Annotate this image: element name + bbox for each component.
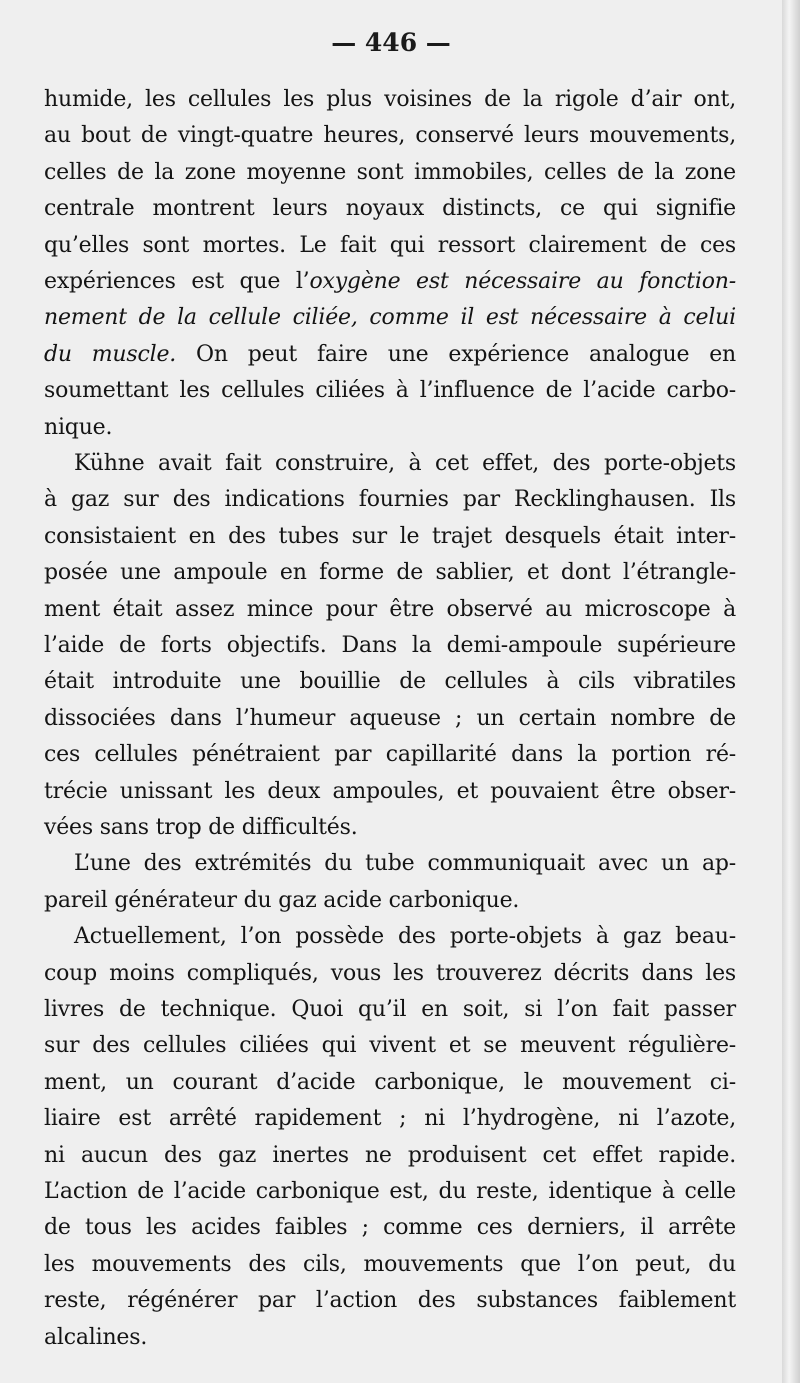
- text-line: [44, 555, 736, 591]
- text-line: [44, 1247, 736, 1283]
- italic-text: du muscle.: [44, 341, 177, 367]
- text-line: [44, 82, 736, 118]
- text-line: [44, 373, 736, 409]
- text-line: [44, 1138, 736, 1174]
- text-run: de tous les acides faibles ; comme ces derniers, il arrête: [44, 1215, 736, 1241]
- text-line: [44, 337, 736, 373]
- text-line: [44, 155, 736, 191]
- text-run: consistaient en des tubes sur le trajet desquels était inter-: [44, 523, 736, 549]
- text-line: [44, 519, 736, 555]
- text-run: expériences est que l’: [44, 269, 310, 294]
- text-run: humide, les cellules les plus voisines de la rigole d’air ont,: [44, 87, 736, 112]
- text-run: reste, régénérer par l’action des substances faiblement: [44, 1288, 736, 1314]
- text-run: l’aide de forts objectifs. Dans la demi-ampoule supérieure: [44, 633, 736, 658]
- text-line: [44, 701, 736, 737]
- text-run: était introduite une bouillie de cellules à cils vibratiles: [44, 669, 736, 695]
- text-line: [44, 300, 736, 336]
- text-line: [44, 1210, 736, 1246]
- text-line: [44, 956, 736, 992]
- text-run: trécie unissant les deux ampoules, et pouvaient être obser-: [44, 778, 736, 804]
- text-line: [74, 919, 736, 955]
- text-run: à gaz sur des indications fournies par Recklinghausen. Ils: [44, 487, 736, 513]
- page-edge: [782, 0, 800, 1383]
- text-run: alcalines.: [44, 1324, 148, 1350]
- text-line: [44, 1028, 736, 1064]
- text-run: les mouvements des cils, mouvements que l’on peut, du: [44, 1251, 736, 1277]
- text-run: celles de la zone moyenne sont immobiles, celles de la zone: [44, 159, 736, 185]
- text-line: [44, 992, 736, 1028]
- text-run: pareil générateur du gaz acide carbonique.: [44, 887, 520, 913]
- text-line: [44, 810, 736, 846]
- text-run: soumettant les cellules ciliées à l’influence de l’acide carbo-: [44, 378, 736, 404]
- text-run: posée une ampoule en forme de sablier, et dont l’étrangle-: [44, 560, 736, 586]
- text-run: au bout de vingt-quatre heures, conservé leurs mouvements,: [44, 123, 736, 149]
- page-number: — 446 —: [331, 28, 451, 57]
- text-run: ces cellules pénétraient par capillarité dans la portion ré-: [44, 742, 736, 768]
- text-line: [44, 264, 736, 300]
- text-line: [44, 774, 736, 810]
- text-run: L’action de l’acide carbonique est, du reste, identique à celle: [44, 1179, 736, 1204]
- text-run: qu’elles sont mortes. Le fait qui ressort clairement de ces: [44, 232, 736, 258]
- text-run: liaire est arrêté rapidement ; ni l’hydrogène, ni l’azote,: [44, 1106, 736, 1132]
- text-run: dissociées dans l’humeur aqueuse ; un certain nombre de: [44, 705, 736, 731]
- text-run: coup moins compliqués, vous les trouverez décrits dans les: [44, 960, 736, 986]
- text-run: sur des cellules ciliées qui vivent et se meuvent régulière-: [44, 1033, 736, 1059]
- text-run: nique.: [44, 414, 113, 440]
- text-line: [44, 482, 736, 518]
- text-run: vées sans trop de difficultés.: [44, 815, 358, 840]
- text-run: ment, un courant d’acide carbonique, le mouvement ci-: [44, 1069, 736, 1095]
- text-line: [74, 446, 736, 482]
- text-line: [44, 1065, 736, 1101]
- text-run: centrale montrent leurs noyaux distincts, ce qui signifie: [44, 196, 736, 222]
- text-run: Kühne avait fait construire, à cet effet, des porte-objets: [74, 451, 736, 476]
- text-line: [44, 228, 736, 264]
- text-line: [44, 737, 736, 773]
- text-run: Actuellement, l’on possède des porte-objets à gaz beau-: [74, 924, 736, 950]
- text-line: [44, 1174, 736, 1210]
- text-run: ment était assez mince pour être observé au microscope à: [44, 596, 736, 622]
- text-line: [44, 1101, 736, 1137]
- text-run: livres de technique. Quoi qu’il en soit, si l’on fait passer: [44, 997, 736, 1022]
- italic-text: nement de la cellule ciliée, comme il est nécessaire à celui: [44, 305, 736, 331]
- text-line: [44, 410, 736, 446]
- text-run: L’une des extrémités du tube communiquait avec un ap-: [74, 851, 736, 877]
- text-line: [44, 1283, 736, 1319]
- text-line: [44, 628, 736, 664]
- text-run: ni aucun des gaz inertes ne produisent cet effet rapide.: [44, 1142, 736, 1168]
- text-line: [44, 118, 736, 154]
- text-line: [44, 592, 736, 628]
- italic-text: oxygène est nécessaire au fonction-: [309, 269, 736, 294]
- text-run: On peut faire une expérience analogue en: [176, 341, 737, 367]
- text-line: [44, 883, 736, 919]
- text-line: [44, 191, 736, 227]
- text-line: [44, 1320, 736, 1356]
- text-line: [44, 664, 736, 700]
- text-line: [74, 846, 736, 882]
